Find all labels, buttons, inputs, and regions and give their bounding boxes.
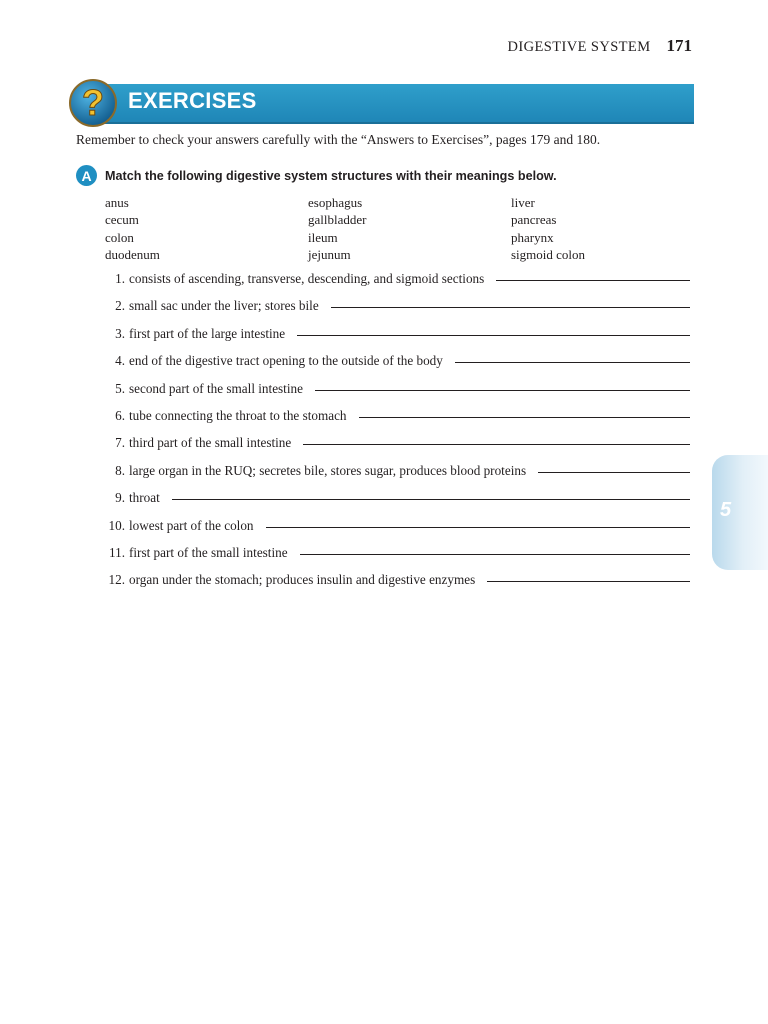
- item-number: 3.: [115, 325, 125, 341]
- answer-blank[interactable]: [538, 472, 690, 473]
- answer-blank[interactable]: [455, 362, 690, 363]
- word-bank-term: cecum: [105, 212, 139, 228]
- item-number: 10.: [108, 517, 125, 533]
- exercise-item: [100, 435, 690, 462]
- exercise-item: [100, 271, 690, 298]
- word-bank-term: duodenum: [105, 246, 160, 262]
- word-bank-term: anus: [105, 195, 129, 210]
- word-bank-term: pharynx: [511, 229, 554, 245]
- side-tab-number: 5: [720, 499, 732, 521]
- exercise-item: [100, 326, 690, 353]
- page-number: 171: [666, 36, 692, 55]
- answer-blank[interactable]: [297, 335, 690, 336]
- item-text: third part of the small intestine: [129, 435, 292, 451]
- exercise-item: [100, 545, 690, 572]
- svg-text:?: ?: [82, 82, 104, 123]
- item-text: tube connecting the throat to the stomach: [129, 407, 347, 423]
- item-text: throat: [129, 490, 160, 506]
- item-text: end of the digestive tract opening to the outside of the body: [129, 353, 443, 369]
- exercise-item: [100, 298, 690, 325]
- item-number: 4.: [115, 353, 125, 369]
- answer-blank[interactable]: [172, 499, 690, 500]
- exercise-item: [100, 518, 690, 545]
- word-bank-term: liver: [511, 195, 535, 210]
- exercise-list: [100, 271, 690, 600]
- item-text: consists of ascending, transverse, descending, and sigmoid sections: [129, 271, 485, 286]
- section-a-heading: [76, 165, 557, 186]
- word-bank-term: colon: [105, 229, 134, 245]
- exercise-item: [100, 490, 690, 517]
- word-bank-term: jejunum: [308, 246, 351, 262]
- intro-text: Remember to check your answers carefully with the “Answers to Exercises”, pages 179 and 180.: [76, 132, 601, 147]
- answer-blank[interactable]: [359, 417, 690, 418]
- banner-title: EXERCISES: [128, 88, 257, 113]
- chapter-title: DIGESTIVE SYSTEM: [507, 39, 651, 55]
- chapter-side-tab: [712, 455, 768, 570]
- exercise-item: [100, 572, 690, 599]
- item-text: second part of the small intestine: [129, 380, 303, 396]
- item-text: lowest part of the colon: [129, 517, 254, 533]
- answer-blank[interactable]: [315, 390, 690, 391]
- word-bank: [105, 194, 665, 263]
- word-bank-term: pancreas: [511, 212, 557, 228]
- item-number: 8.: [115, 462, 125, 478]
- exercise-item: [100, 381, 690, 408]
- item-text: large organ in the RUQ; secretes bile, stores sugar, produces blood proteins: [129, 462, 527, 478]
- running-head: [508, 36, 692, 56]
- section-instruction: Match the following digestive system structures with their meanings below.: [105, 168, 557, 183]
- item-number: 2.: [115, 298, 125, 314]
- answer-blank[interactable]: [266, 527, 690, 528]
- exercise-item: [100, 353, 690, 380]
- item-number: 7.: [115, 435, 125, 451]
- exercise-item: [100, 408, 690, 435]
- answer-blank[interactable]: [496, 280, 690, 281]
- item-number: 6.: [115, 407, 125, 423]
- exercise-item: [100, 463, 690, 490]
- item-number: 9.: [115, 490, 125, 506]
- item-number: 1.: [115, 271, 125, 286]
- word-bank-term: sigmoid colon: [511, 246, 586, 262]
- word-bank-term: esophagus: [308, 195, 363, 210]
- answer-blank[interactable]: [487, 581, 690, 582]
- item-text: first part of the large intestine: [129, 325, 286, 341]
- item-number: 5.: [115, 380, 125, 396]
- item-number: 12.: [108, 572, 125, 588]
- question-mark-icon: [68, 78, 118, 128]
- item-text: first part of the small intestine: [129, 544, 288, 560]
- item-text: small sac under the liver; stores bile: [129, 298, 319, 314]
- section-badge: A: [76, 165, 97, 186]
- item-number: 11.: [109, 544, 125, 560]
- word-bank-term: ileum: [308, 229, 338, 245]
- answer-blank[interactable]: [303, 444, 690, 445]
- item-text: organ under the stomach; produces insulin and digestive enzymes: [129, 572, 476, 588]
- answer-blank[interactable]: [300, 554, 690, 555]
- word-bank-term: gallbladder: [308, 212, 367, 228]
- answer-blank[interactable]: [331, 307, 690, 308]
